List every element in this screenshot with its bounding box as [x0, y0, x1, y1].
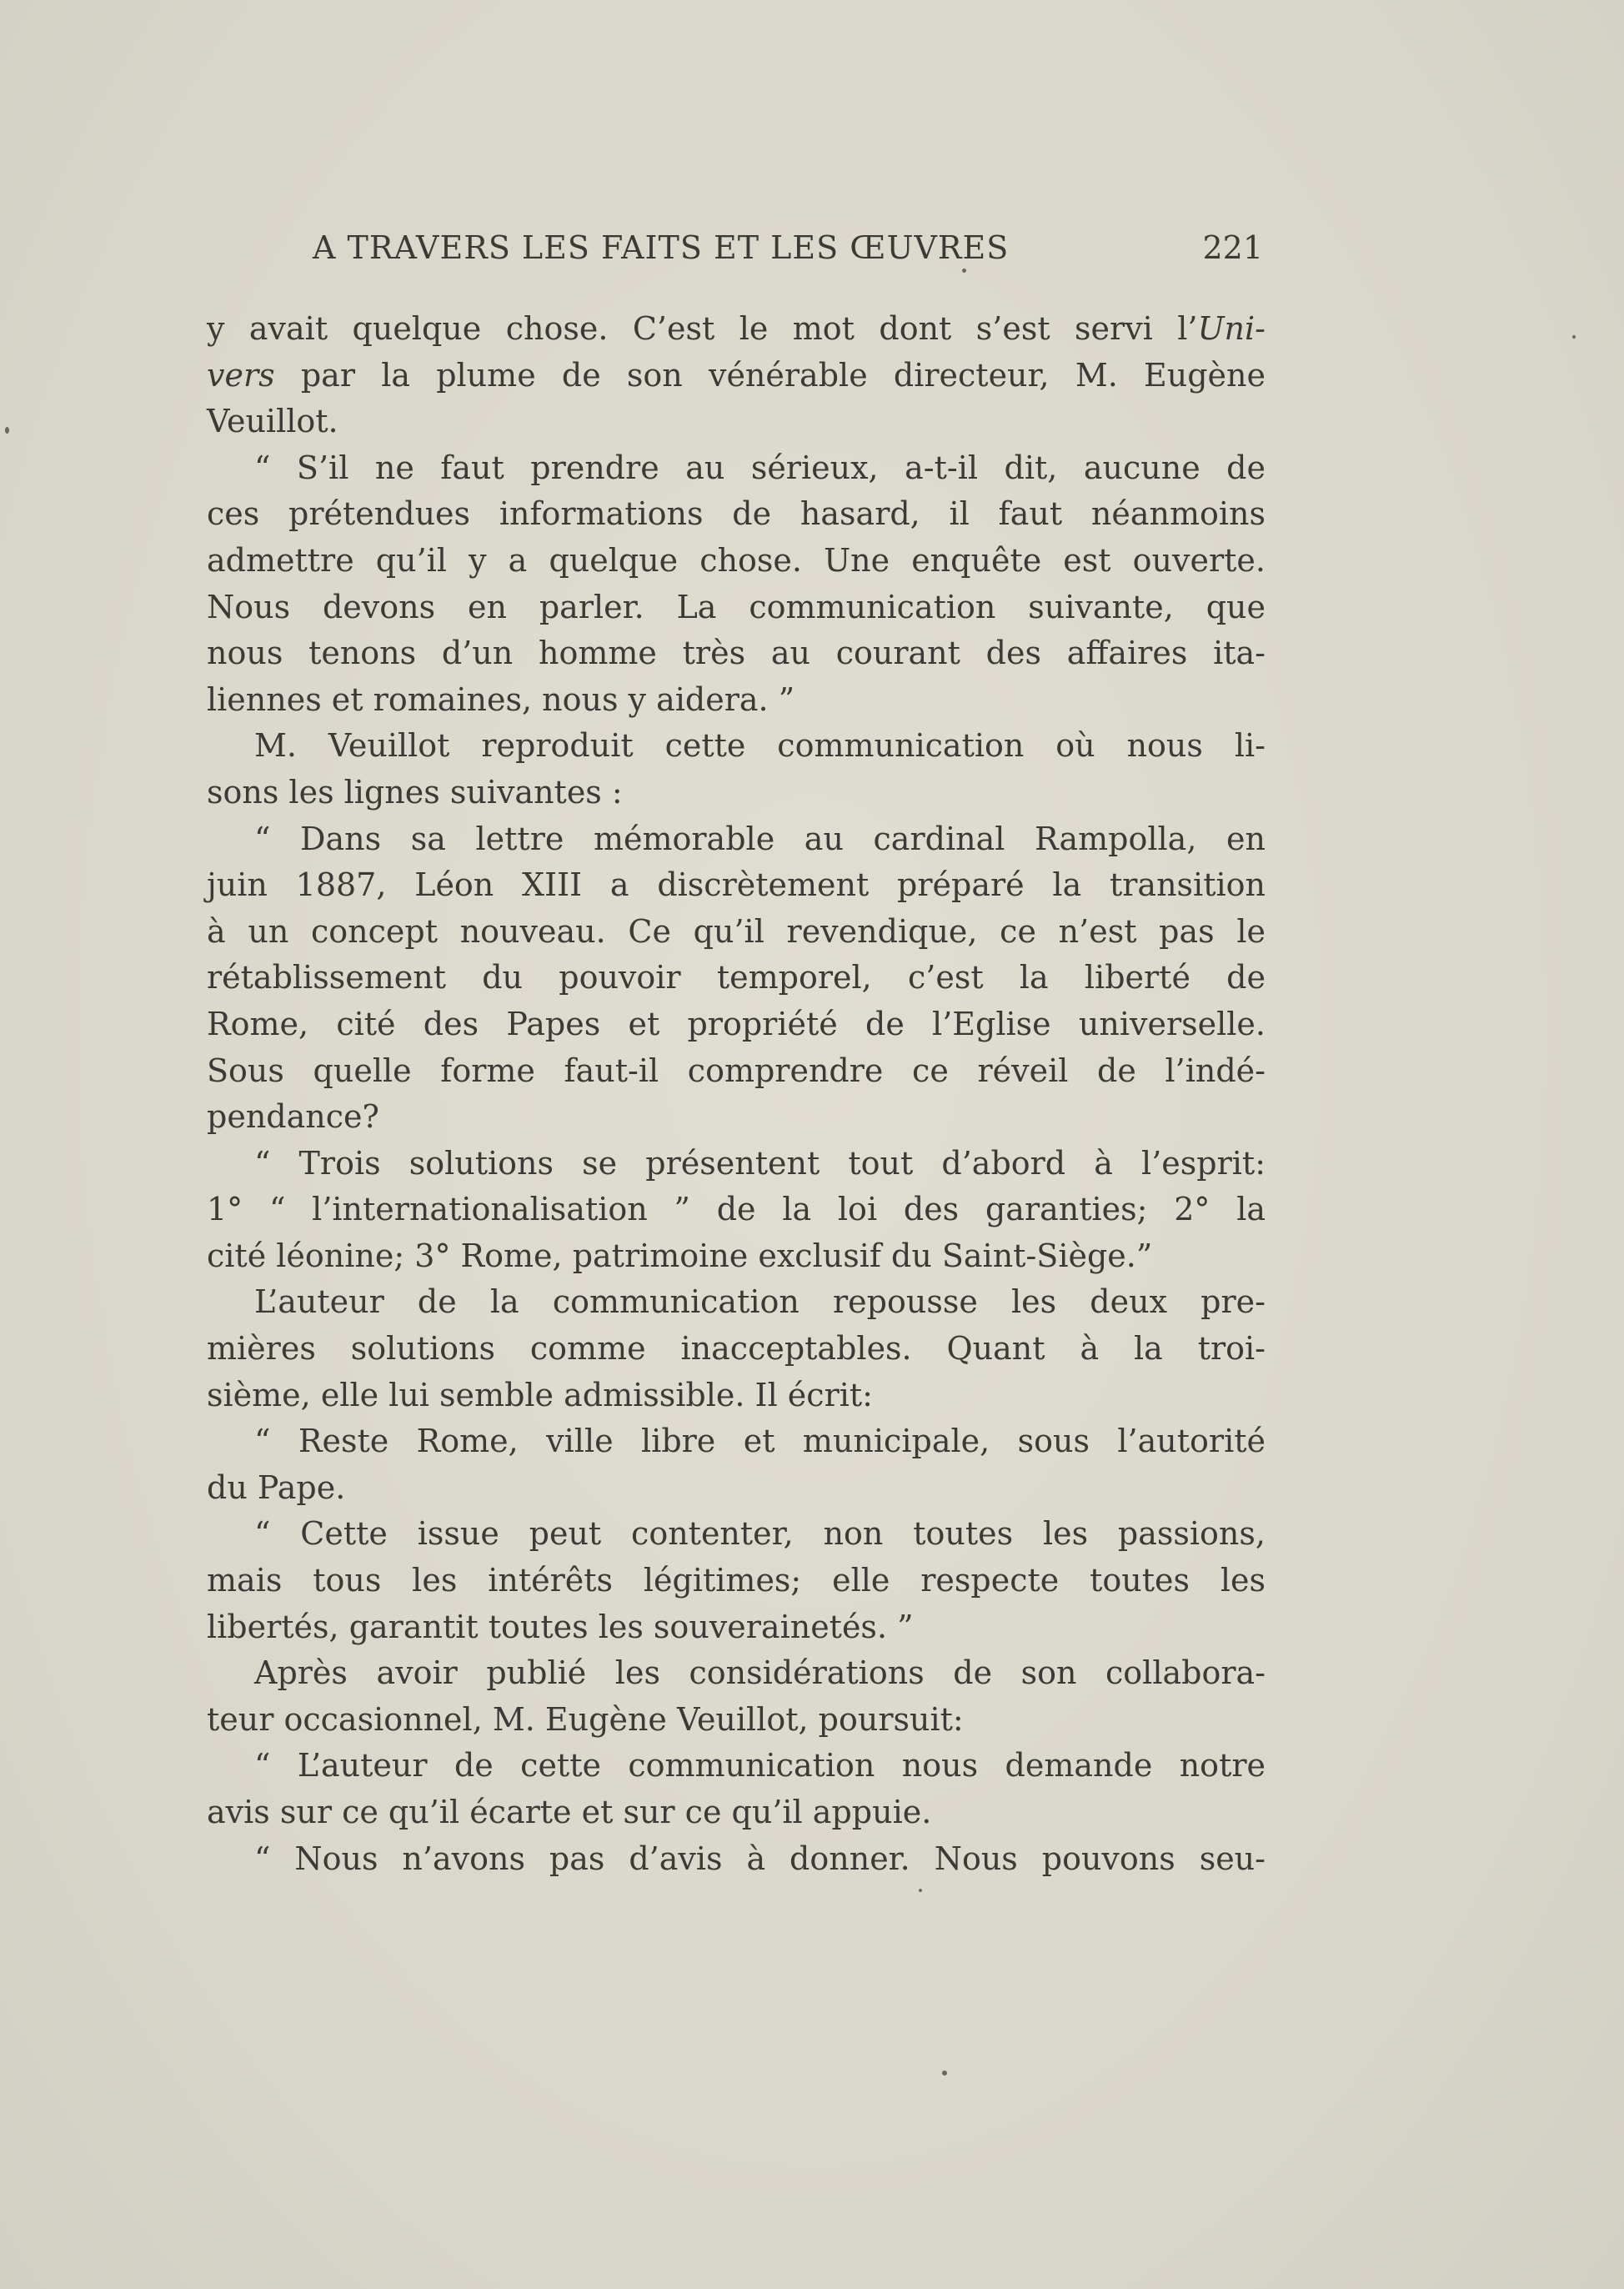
text-line: [207, 1373, 1266, 1419]
body-text: [207, 306, 1266, 1882]
text-line: [207, 399, 1266, 445]
text-line-roman: mais tous les intérêts légitimes; elle respecte toutes les: [207, 1562, 1266, 1599]
text-line-roman: Nous devons en parler. La communication suivante, que: [207, 588, 1266, 625]
text-line: [207, 1511, 1266, 1558]
text-line: [207, 955, 1266, 1001]
text-line: [207, 1790, 1266, 1836]
text-line: [207, 306, 1266, 353]
text-line-roman: par la plume de son vénérable directeur, M. Eugène: [274, 356, 1266, 394]
text-line-roman: “ S’il ne faut prendre au sérieux, a-t-il dit, aucune de: [254, 449, 1266, 486]
paper-speck: [1572, 335, 1576, 339]
text-line-roman: Sous quelle forme faut-il comprendre ce réveil de l’indé-: [207, 1052, 1266, 1089]
text-line-roman: rétablissement du pouvoir temporel, c’est la liberté de: [207, 959, 1266, 996]
text-line-roman: “ Nous n’avons pas d’avis à donner. Nous pouvons seu-: [254, 1840, 1266, 1877]
running-title: A TRAVERS LES FAITS ET LES ŒUVRES: [313, 229, 1010, 266]
text-line: [207, 1743, 1266, 1790]
text-line-roman: “ Dans sa lettre mémorable au cardinal Rampolla, en: [254, 820, 1266, 857]
text-line-roman: juin 1887, Léon XIII a discrètement préparé la transition: [207, 866, 1266, 904]
text-line: [207, 1233, 1266, 1280]
text-line: [207, 1141, 1266, 1187]
text-line-italic: Uni-: [1197, 310, 1266, 347]
text-line: [207, 770, 1266, 816]
text-line: [207, 1604, 1266, 1651]
text-line-roman: sons les lignes suivantes :: [207, 773, 623, 811]
text-line: [207, 1697, 1266, 1744]
page-number: 221: [1202, 229, 1263, 266]
text-line: [207, 862, 1266, 909]
text-line-italic: vers: [207, 356, 275, 394]
text-line-roman: Après avoir publié les considérations de son collabora-: [254, 1654, 1266, 1692]
text-line-roman: 1° “ l’internationalisation ” de la loi des garanties; 2° la: [207, 1191, 1266, 1228]
paper-speck: [942, 2071, 947, 2076]
text-line-roman: “ Reste Rome, ville libre et municipale, sous l’autorité: [254, 1423, 1266, 1460]
text-line: [207, 1558, 1266, 1604]
running-header: [313, 229, 1263, 276]
paper-speck: [919, 1889, 922, 1892]
text-line-roman: y avait quelque chose. C’est le mot dont s’est servi l’: [207, 310, 1198, 347]
text-line: [207, 491, 1266, 538]
text-line-roman: Rome, cité des Papes et propriété de l’Eglise universelle.: [207, 1005, 1266, 1042]
text-line-roman: M. Veuillot reproduit cette communication où nous li-: [254, 727, 1266, 765]
text-line: [207, 585, 1266, 631]
text-line-roman: pendance?: [207, 1098, 379, 1136]
text-line-roman: avis sur ce qu’il écarte et sur ce qu’il appuie.: [207, 1794, 932, 1830]
text-line: [207, 1001, 1266, 1048]
text-line-roman: à un concept nouveau. Ce qu’il revendique, ce n’est pas le: [207, 912, 1266, 950]
paper-speck: [5, 427, 9, 434]
text-line-roman: “ L’auteur de cette communication nous demande notre: [254, 1747, 1266, 1785]
paper-speck: [962, 269, 966, 273]
text-line: [207, 1836, 1266, 1883]
text-line-roman: du Pape.: [207, 1468, 346, 1506]
text-line: [207, 1418, 1266, 1465]
text-line-roman: Veuillot.: [207, 403, 338, 440]
text-line: [207, 1279, 1266, 1326]
text-line: [207, 723, 1266, 770]
text-line: [207, 816, 1266, 863]
text-line-roman: admettre qu’il y a quelque chose. Une enquête est ouverte.: [207, 541, 1266, 579]
text-line-roman: sième, elle lui semble admissible. Il écrit:: [207, 1376, 873, 1413]
text-line-roman: L’auteur de la communication repousse les deux pre-: [254, 1283, 1266, 1321]
text-line-roman: “ Cette issue peut contenter, non toutes les passions,: [254, 1515, 1266, 1553]
text-line-roman: “ Trois solutions se présentent tout d’abord à l’esprit:: [254, 1144, 1266, 1182]
text-line-roman: teur occasionnel, M. Eugène Veuillot, poursuit:: [207, 1700, 964, 1738]
text-line: [207, 1650, 1266, 1697]
text-line-roman: libertés, garantit toutes les souverainetés. ”: [207, 1608, 914, 1645]
text-line: [207, 1187, 1266, 1233]
text-line-roman: cité léonine; 3° Rome, patrimoine exclusif du Saint-Siège.”: [207, 1237, 1153, 1274]
text-line: [207, 909, 1266, 956]
text-line: [207, 1094, 1266, 1141]
text-line: [207, 445, 1266, 492]
text-line: [207, 630, 1266, 677]
text-line: [207, 538, 1266, 585]
text-line: [207, 1048, 1266, 1095]
text-line: [207, 353, 1266, 399]
text-line-roman: nous tenons d’un homme très au courant des affaires ita-: [207, 635, 1266, 672]
text-line: [207, 1465, 1266, 1512]
text-line: [207, 677, 1266, 724]
text-line-roman: liennes et romaines, nous y aidera. ”: [207, 680, 795, 718]
text-line: [207, 1326, 1266, 1373]
text-line-roman: ces prétendues informations de hasard, il faut néanmoins: [207, 495, 1266, 533]
text-line-roman: mières solutions comme inacceptables. Quant à la troi-: [207, 1330, 1266, 1368]
